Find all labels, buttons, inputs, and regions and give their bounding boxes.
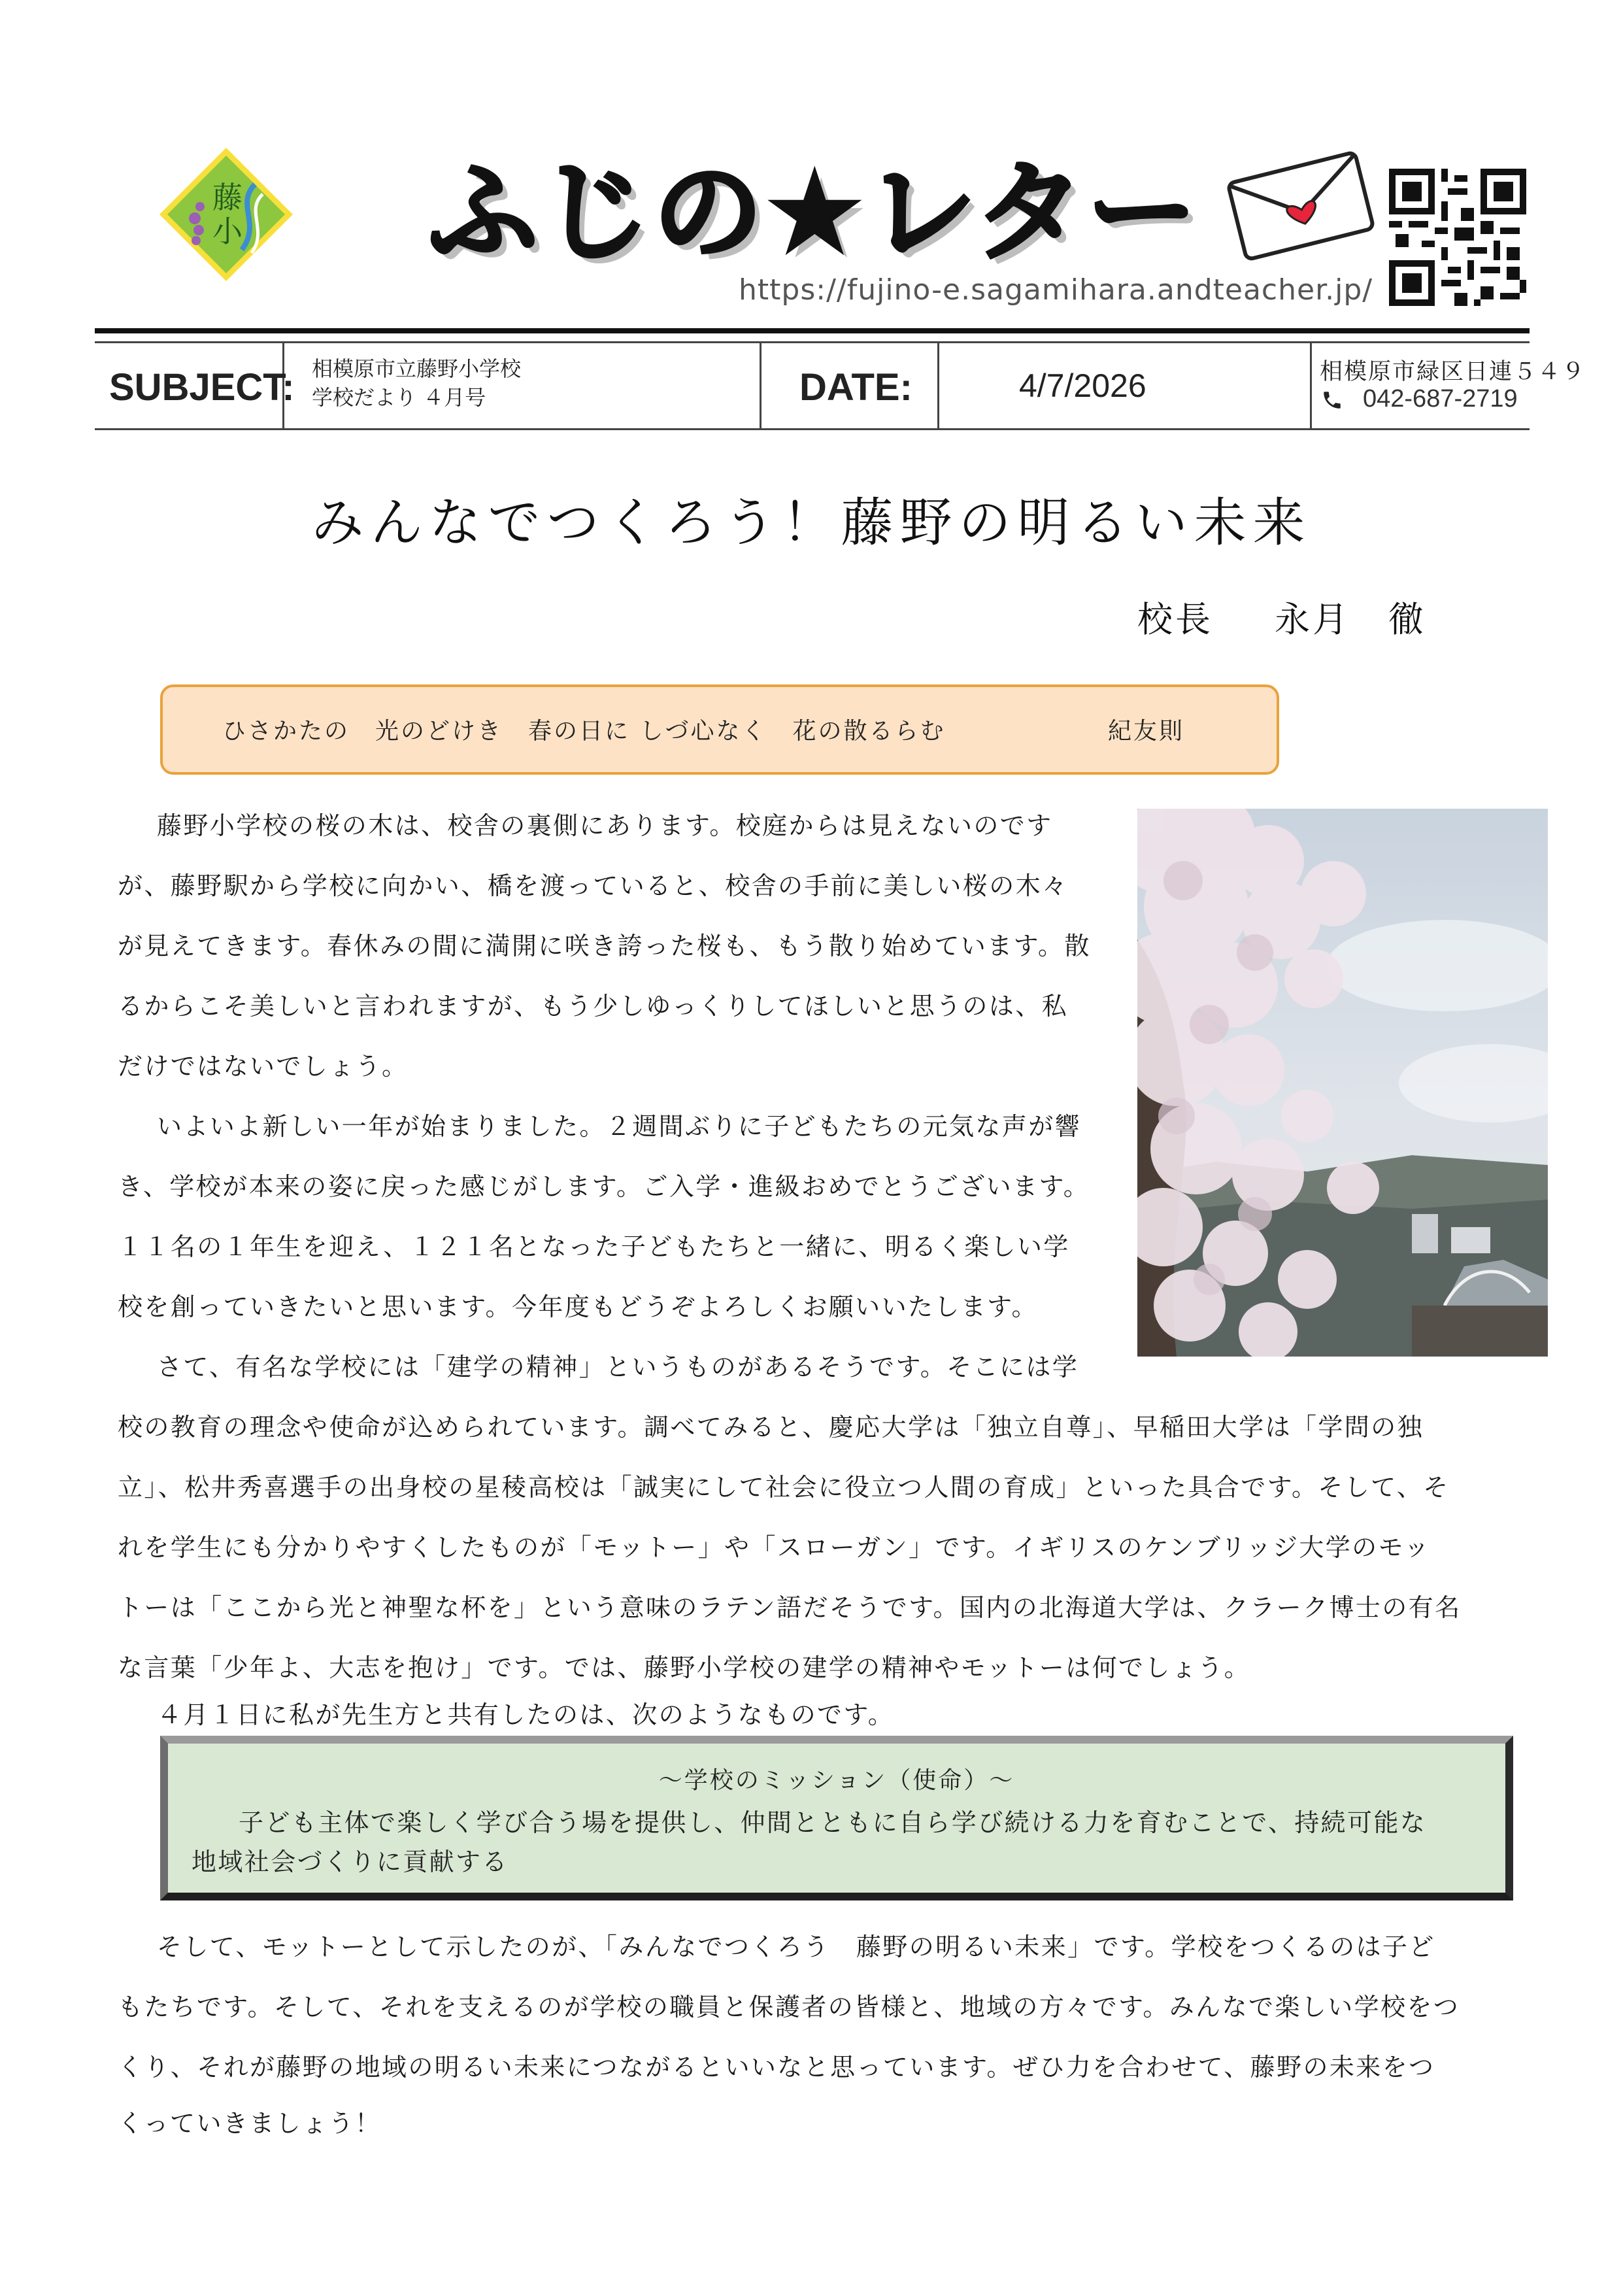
paragraph-line: いよいよ新しい一年が始まりました。２週間ぶりに子どもたちの元気な声が響	[157, 1112, 1082, 1141]
newsletter-title: ふじの★レター	[428, 148, 1199, 277]
website-url[interactable]: https://fujino-e.sagamihara.andteacher.jp/	[739, 273, 1373, 307]
mission-title: ～学校のミッション（使命）～	[658, 1767, 1015, 1794]
svg-text:小: 小	[212, 214, 243, 249]
phone-number: 042-687-2719	[1363, 385, 1518, 413]
school-logo	[157, 145, 295, 284]
paragraph-line: くり、それが藤野の地域の明るい未来につながるといいなと思っています。ぜひ力を合わせて、藤野の未来をつ	[118, 2053, 1435, 2082]
svg-text:藤: 藤	[212, 180, 243, 215]
phone-icon	[1321, 389, 1343, 411]
paragraph-line: 校の教育の理念や使命が込められています。調べてみると、慶応大学は「独立自尊」、早稲田大学は「学問の独	[118, 1413, 1424, 1442]
paragraph-line: るからこそ美しいと言われますが、もう少しゆっくりしてほしいと思うのは、私	[118, 992, 1069, 1021]
date-value: 4/7/2026	[1019, 367, 1146, 404]
paragraph-line: 立」、松井秀喜選手の出身校の星稜高校は「誠実にして社会に役立つ人間の育成」といった具合です。そして、そ	[118, 1473, 1450, 1502]
subject-label: SUBJECT:	[109, 366, 295, 409]
poem-author: 紀友則	[1108, 718, 1185, 745]
author-title: 校長	[1137, 599, 1213, 640]
paragraph-line: が見えてきます。春休みの間に満開に咲き誇った桜も、もう散り始めています。散	[118, 932, 1091, 960]
envelope-heart-icon	[1222, 147, 1379, 265]
qr-code[interactable]	[1389, 169, 1526, 306]
paragraph-line: 藤野小学校の桜の木は、校舎の裏側にあります。校庭からは見えないのです	[157, 811, 1053, 840]
subject-line2: 学校だより ４月号	[312, 385, 486, 410]
cherry-blossom-photo	[1137, 809, 1548, 1357]
school-address: 相模原市緑区日連５４９	[1320, 359, 1586, 385]
paragraph-line: が、藤野駅から学校に向かい、橋を渡っていると、校舎の手前に美しい桜の木々	[118, 871, 1069, 900]
paragraph-line: もたちです。そして、それを支えるのが学校の職員と保護者の皆様と、地域の方々です。みんなで楽しい学校をつ	[118, 1993, 1460, 2021]
header-table	[95, 341, 1586, 430]
paragraph-line: さて、有名な学校には「建学の精神」というものがあるそうです。そこには学	[157, 1353, 1079, 1381]
paragraph-line: れを学生にも分かりやすくしたものが「モットー」や「スローガン」です。イギリスのケンブリッジ大学のモッ	[118, 1533, 1431, 1562]
paragraph-line: １１名の１年生を迎え、１２１名となった子どもたちと一緒に、明るく楽しい学	[118, 1232, 1070, 1261]
author-name: 永月 徹	[1275, 599, 1426, 640]
subject-line1: 相模原市立藤野小学校	[312, 356, 522, 381]
date-label: DATE:	[799, 366, 912, 409]
mission-text: 地域社会づくりに貢献する	[192, 1848, 509, 1876]
paragraph-line: くっていきましょう！	[118, 2109, 382, 2138]
mission-text: 子ども主体で楽しく学び合う場を提供し、仲間とともに自ら学び続ける力を育むことで、持続可能な	[239, 1808, 1427, 1837]
article-title: みんなでつくろう！藤野の明るい未来	[311, 492, 1312, 553]
paragraph-line: 校を創っていきたいと思います。今年度もどうぞよろしくお願いいたします。	[118, 1292, 1038, 1321]
paragraph-line: ４月１日に私が先生方と共有したのは、次のようなものです。	[157, 1700, 895, 1729]
poem-text: ひさかたの 光のどけき 春の日に しづ心なく 花の散るらむ	[222, 718, 946, 745]
paragraph-line: そして、モットーとして示したのが、「みんなでつくろう 藤野の明るい未来」です。学校をつくるのは子ど	[157, 1933, 1435, 1961]
paragraph-line: トーは「ここから光と神聖な杯を」という意味のラテン語だそうです。国内の北海道大学は、クラーク博士の有名	[118, 1593, 1462, 1622]
paragraph-line: き、学校が本来の姿に戻った感じがします。ご入学・進級おめでとうございます。	[118, 1172, 1090, 1201]
paragraph-line: な言葉「少年よ、大志を抱け」です。では、藤野小学校の建学の精神やモットーは何でしょう。	[118, 1653, 1251, 1682]
paragraph-line: だけではないでしょう。	[118, 1052, 409, 1081]
header-rule	[95, 328, 1530, 333]
